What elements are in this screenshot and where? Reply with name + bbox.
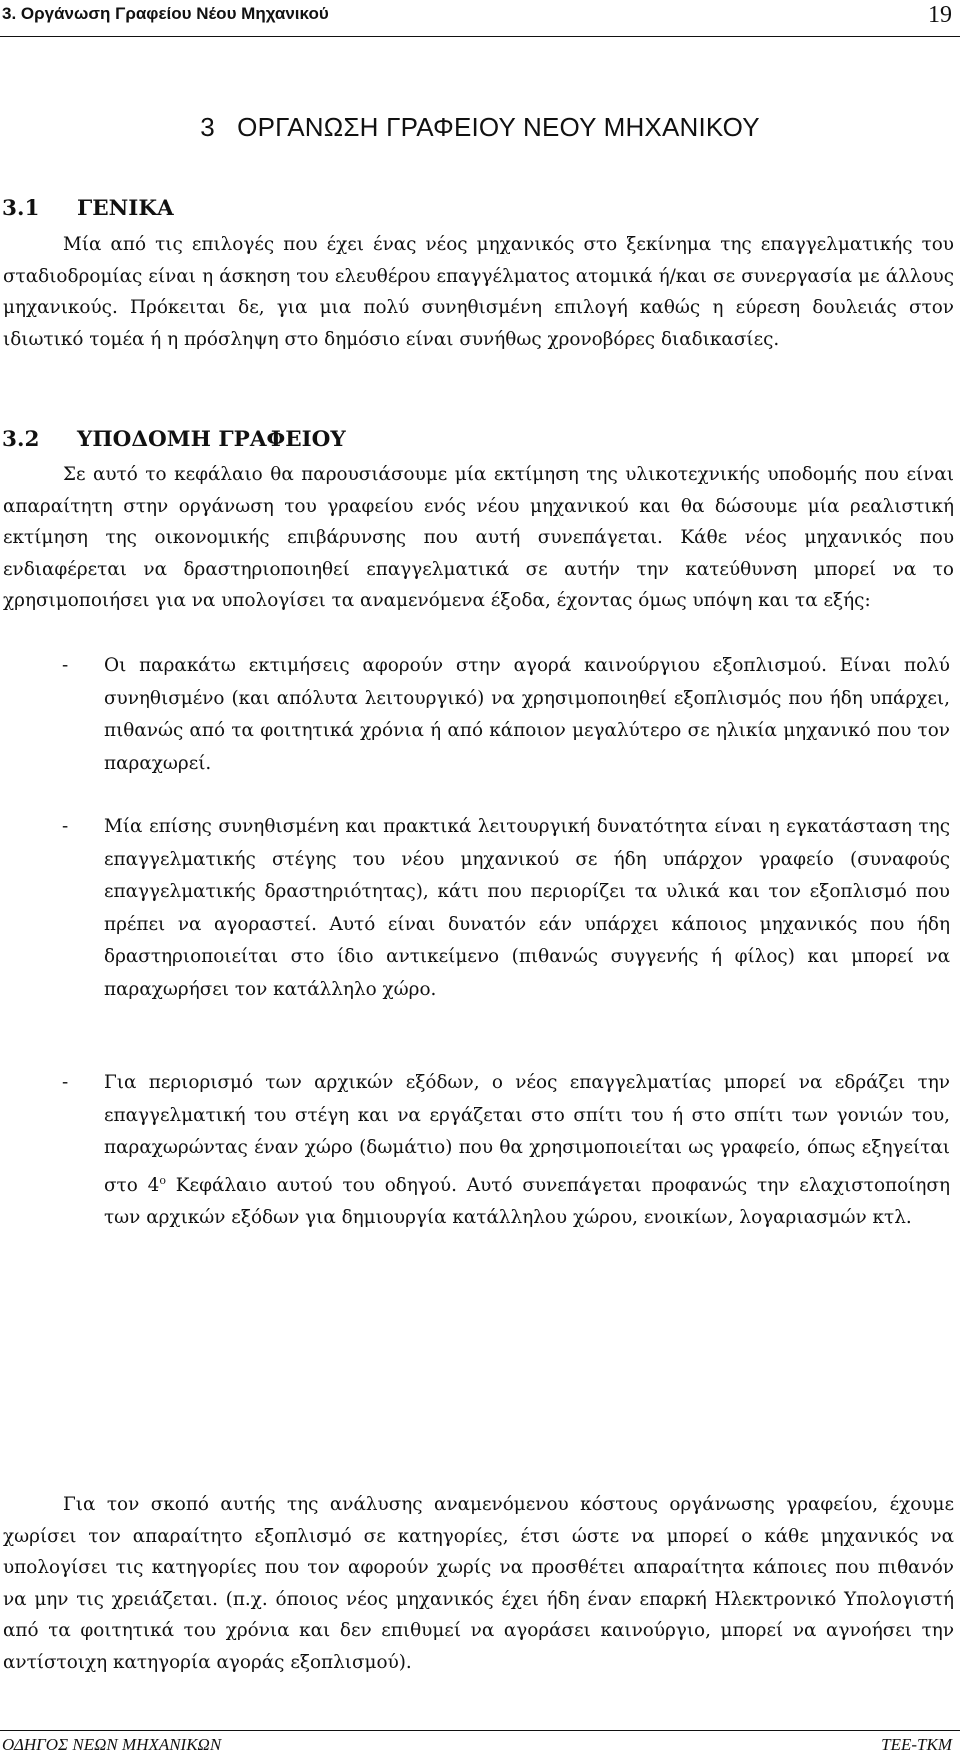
section-number: 3.2 <box>2 427 40 452</box>
section-heading-3-1 <box>2 196 174 221</box>
list-item-text: Μία επίσης συνηθισμένη και πρακτικά λειτουργική δυνατότητα είναι η εγκατάσταση της επαγγελματικής στέγης του νέου μηχανικού σε ήδη υπάρχον γραφείο (συναφούς επαγγελματικής δραστηριότητας), κάτι που περιορίζει τα υλικά και τον εξοπλισμό που πρέπει να αγοραστεί. Αυτό είναι δυνατόν εάν υπάρχει κάποιος μηχανικός που ήδη δραστηριοποιείται στο ίδιο αντικείμενο (πιθανώς συγγενής ή φίλος) και μπορεί να παραχωρήσει τον κατάλληλο χώρο. <box>104 816 950 1000</box>
section-number: 3.1 <box>2 196 40 221</box>
list-item <box>62 1067 950 1235</box>
running-header-title: 3. Οργάνωση Γραφείου Νέου Μηχανικού <box>2 4 329 23</box>
list-item-text-part: Για περιορισμό των αρχικών εξόδων, ο νέος επαγγελματίας μπορεί να εδράζει την επαγγελματική του στέγη και να εργάζεται στο σπίτι του ή στο σπίτι των γονιών του, παραχωρώντας έναν χώρο (δωμάτιο) που θα χρησιμοποιείται ως γραφείο, όπως εξηγείται στο 4 <box>104 1072 950 1196</box>
list-item-text-part: Κεφάλαιο αυτού του οδηγού. Αυτό συνεπάγεται προφανώς την ελαχιστοποίηση των αρχικών εξόδων για δημιουργία κατάλληλου χώρου, ενοικίων, λογαριασμών κτλ. <box>104 1174 950 1229</box>
list-dash: - <box>62 816 69 837</box>
section-title: ΓΕΝΙΚΑ <box>77 196 174 221</box>
closing-paragraph: Για τον σκοπό αυτής της ανάλυσης αναμενόμενου κόστους οργάνωσης γραφείου, έχουμε χωρίσει τον απαραίτητο εξοπλισμό σε κατηγορίες, έτσι ώστε να μπορεί ο κάθε μηχανικός να υπολογίσει τις κατηγορίες που τον αφορούν χωρίς να προσθέτει απαραίτητα κάποιες που πιθανόν να μην τις χρειάζεται. (π.χ. όποιος νέος μηχανικός έχει ήδη έναν επαρκή Ηλεκτρονικό Υπολογιστή από τα φοιτητικά του χρόνια και δεν επιθυμεί να αγοράσει καινούργιο, μπορεί να αγνοήσει την αντίστοιχη κατηγορία αγοράς εξοπλισμού). <box>3 1494 954 1673</box>
page-footer <box>0 1730 960 1762</box>
list-item <box>62 650 950 780</box>
footer-right-text: ΤΕΕ-ΤΚΜ <box>881 1735 952 1754</box>
list-item-text <box>104 1067 950 1235</box>
chapter-title: 3 ΟΡΓΑΝΩΣΗ ΓΡΑΦΕΙΟΥ ΝΕΟΥ ΜΗΧΑΝΙΚΟΥ <box>200 112 760 142</box>
section-3-1-paragraph: Μία από τις επιλογές που έχει ένας νέος μηχανικός στο ξεκίνημα της επαγγελματικής του σταδιοδρομίας είναι η άσκηση του ελευθέρου επαγγέλματος ατομικά ή/και σε συνεργασία με άλλους μηχανικούς. Πρόκειται δε, για μια πολύ συνηθισμένη επιλογή καθώς η εύρεση δουλειάς στον ιδιωτικό τομέα ή η πρόσληψη στο δημόσιο είναι συνήθως χρονοβόρες διαδικασίες. <box>3 234 954 350</box>
section-heading-3-2 <box>2 427 346 452</box>
list-item-text: Οι παρακάτω εκτιμήσεις αφορούν στην αγορά καινούργιου εξοπλισμού. Είναι πολύ συνηθισμένο (και απόλυτα λειτουργικό) να χρησιμοποιηθεί εξοπλισμός που ήδη υπάρχει, πιθανώς από τα φοιτητικά χρόνια ή από κάποιον μεγαλύτερο σε ηλικία μηχανικό που τον παραχωρεί. <box>104 655 950 774</box>
section-title: ΥΠΟΔΟΜΗ ΓΡΑΦΕΙΟΥ <box>77 427 346 452</box>
list-item <box>62 811 950 1006</box>
section-3-2-paragraph: Σε αυτό το κεφάλαιο θα παρουσιάσουμε μία εκτίμηση της υλικοτεχνικής υποδομής που είναι απαραίτητη στην οργάνωση του γραφείου ενός νέου μηχανικού και θα δώσουμε μία ρεαλιστική εκτίμηση της οικονομικής επιβάρυνσης που αυτή συνεπάγεται. Κάθε νέος μηχανικός που ενδιαφέρεται να δραστηριοποιηθεί επαγγελματικά σε αυτήν την κατεύθυνση μπορεί να το χρησιμοποιήσει για να υπολογίσει τα αναμενόμενα έξοδα, έχοντας όμως υπόψη και τα εξής: <box>3 464 954 611</box>
page-number: 19 <box>928 2 952 28</box>
ordinal-superscript: ο <box>159 1173 166 1187</box>
footer-left-text: ΟΔΗΓΟΣ ΝΕΩΝ ΜΗΧΑΝΙΚΩΝ <box>2 1735 222 1754</box>
page-header <box>0 0 960 37</box>
list-dash: - <box>62 655 69 676</box>
list-dash: - <box>62 1072 69 1093</box>
